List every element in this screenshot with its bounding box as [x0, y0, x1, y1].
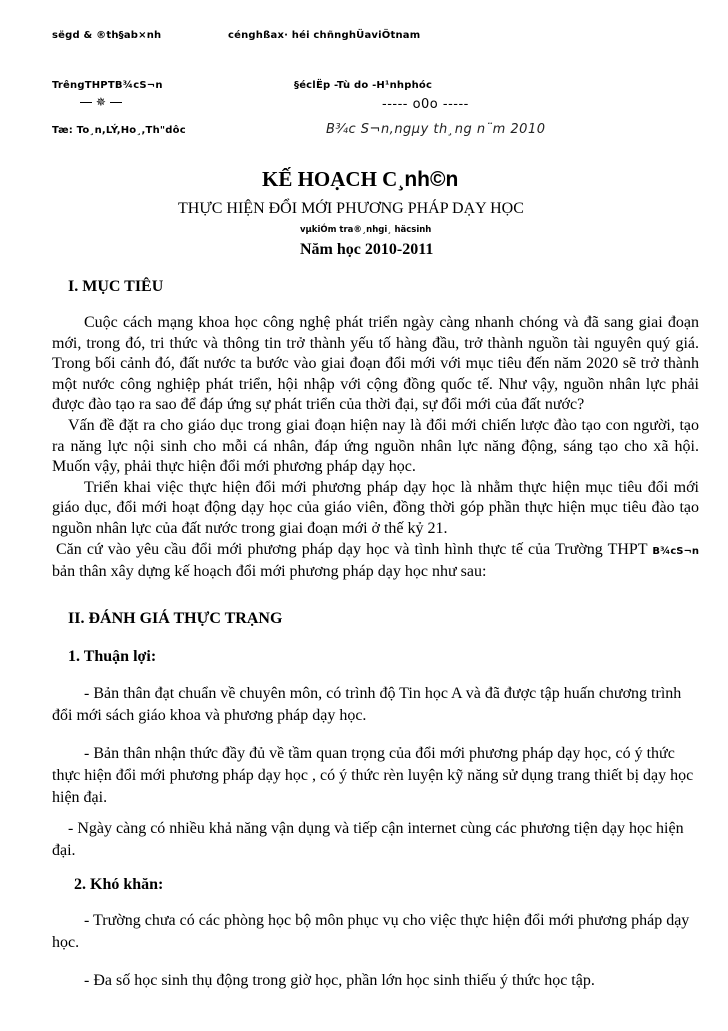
header-date-line: B¾c S¬n,ngµy th¸ng n¨m 2010: [326, 122, 546, 137]
paragraph: Vấn đề đặt ra cho giáo dục trong giai đoạn hiện nay là đổi mới chiến lược đào tạo con người, tạo ra năng lực nội sinh cho mỗi cá nhân, đáp ứng nguồn nhân lực năng động, sáng tạo cho xã hội. Muốn vậy, phải thực hiện đổi mới phương pháp dạy học.: [52, 416, 699, 476]
header-separator: ----- o0o -----: [382, 97, 469, 112]
section-1-heading: I. MỤC TIÊU: [68, 278, 164, 295]
difficulty-text-1: - Trường chưa có các phòng học bộ môn phục vụ cho việc thực hiện đổi mới phương pháp dạy học.: [52, 912, 690, 951]
difficulty-item-1: [52, 910, 702, 954]
header-motto: §éclËp -Tù do -H¹nhphóc: [294, 80, 433, 91]
document-title: [262, 167, 458, 192]
header-department: sëgd & ®th§ab×nh: [52, 30, 162, 41]
header-ornament: [80, 95, 122, 109]
section-2-heading: II. ĐÁNH GIÁ THỰC TRẠNG: [68, 610, 283, 627]
document-subtitle-small: vµkiÓm tra®¸nhgi¸ häcsinh: [300, 225, 432, 235]
school-year: Năm học 2010-2011: [300, 241, 434, 258]
school-name-tag: B¾cS¬n: [652, 545, 699, 557]
header-department-group: Tæ: To¸n,LÝ,Ho¸,Th"dôc: [52, 125, 186, 136]
subsection-difficulties: 2. Khó khăn:: [74, 876, 164, 893]
advantage-text-3: - Ngày càng có nhiều khả năng vận dụng và tiếp cận internet cùng các phương tiện dạy học hiện đại.: [52, 820, 684, 859]
ornament-line-left: [80, 102, 92, 103]
title-suffix: nh©n: [404, 168, 459, 191]
paragraph-end: bản thân xây dựng kế hoạch đổi mới phương pháp dạy học như sau:: [52, 563, 487, 581]
paragraph: [52, 540, 699, 583]
document-subtitle: THỰC HIỆN ĐỔI MỚI PHƯƠNG PHÁP DẠY HỌC: [178, 200, 524, 217]
advantage-text-1: - Bản thân đạt chuẩn về chuyên môn, có trình độ Tin học A và đã được tập huấn chương trình đổi mới sách giáo khoa và phương pháp dạy học.: [52, 685, 682, 724]
ornament-line-right: [110, 102, 122, 103]
advantage-text-2: - Bản thân nhận thức đầy đủ về tầm quan trọng của đổi mới phương pháp dạy học, có ý thức thực hiện đổi mới phương pháp dạy học , có ý thức rèn luyện kỹ năng sử dụng trang thiết bị dạy học hiện đại.: [52, 745, 694, 806]
paragraph: Cuộc cách mạng khoa học công nghệ phát triển ngày càng nhanh chóng và đã sang giai đoạn mới, trong đó, tri thức và thông tin trở thành yếu tố hàng đầu, trở thành nguồn tài nguyên quý giá. Trong bối cảnh đó, đất nước ta bước vào giai đoạn đổi mới với mục tiêu đến năm 2020 sẽ trở thành một nước công nghiệp phát triển, hội nhập với cộng đồng quốc tế. Như vậy, nguồn nhân lực phải được đào tạo ra sao để đáp ứng sự phát triển của thời đại, sự đổi mới của đất nước?: [52, 314, 699, 414]
paragraph-start: Căn cứ vào yêu cầu đổi mới phương pháp dạy học và tình hình thực tế của Trường THPT: [56, 540, 648, 558]
star-icon: ✵: [95, 95, 106, 109]
advantage-item-3: [52, 818, 702, 862]
paragraph: Triển khai việc thực hiện đổi mới phương pháp dạy học là nhằm thực hiện mục tiêu đổi mới giáo dục, đổi mới hoạt động dạy học của giáo viên, đồng thời góp phần thực hiện mục tiêu đào tạo nguồn nhân lực của đất nước trong giai đoạn mới ở thế kỷ 21.: [52, 478, 699, 537]
header-school: TrêngTHPTB¾cS¬n: [52, 80, 163, 91]
header-national-title: cénghßax· héi chñnghÜaviÖtnam: [228, 30, 421, 41]
title-main: KẾ HOẠCH C¸: [262, 167, 405, 191]
section-1-body: [52, 313, 699, 583]
difficulty-text-2: - Đa số học sinh thụ động trong giờ học, phần lớn học sinh thiếu ý thức học tập.: [84, 972, 595, 989]
advantage-item-2: [52, 743, 702, 809]
difficulty-item-2: [52, 970, 702, 992]
advantage-item-1: [52, 683, 702, 727]
subsection-advantages: 1. Thuận lợi:: [68, 648, 157, 665]
